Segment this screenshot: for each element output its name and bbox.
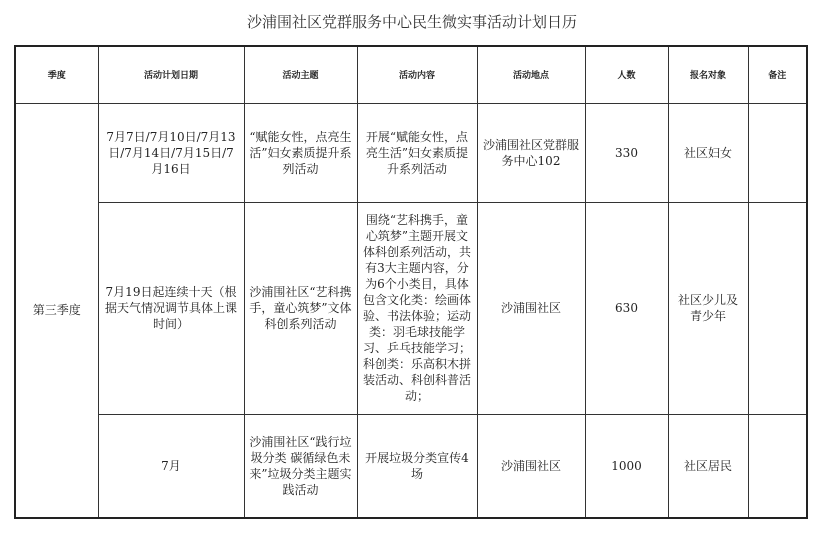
activity-plan-table	[14, 45, 808, 519]
table-row	[15, 202, 807, 414]
header-theme: 活动主题	[244, 46, 357, 103]
location-cell: 沙浦围社区	[477, 414, 585, 518]
header-content: 活动内容	[357, 46, 477, 103]
header-count: 人数	[585, 46, 668, 103]
table-row	[15, 414, 807, 518]
header-season: 季度	[15, 46, 98, 103]
table-row	[15, 103, 807, 202]
content-cell: 开展“赋能女性，点亮生活”妇女素质提升系列活动	[357, 103, 477, 202]
count-cell: 630	[585, 202, 668, 414]
dates-cell: 7月	[98, 414, 244, 518]
header-remark: 备注	[748, 46, 807, 103]
remark-cell	[748, 414, 807, 518]
header-audience: 报名对象	[668, 46, 748, 103]
location-cell: 沙浦围社区	[477, 202, 585, 414]
count-cell: 1000	[585, 414, 668, 518]
content-cell: 开展垃圾分类宣传4场	[357, 414, 477, 518]
dates-cell: 7月7日/7月10日/7月13日/7月14日/7月15日/7月16日	[98, 103, 244, 202]
remark-cell	[748, 103, 807, 202]
header-row	[15, 46, 807, 103]
content-cell: 围绕“艺科携手，童心筑梦”主题开展文体科创系列活动，共有3大主题内容，分为6个小类目，具体包含文化类：绘画体验、书法体验；运动类：羽毛球技能学习、乒乓技能学习；科创类：乐高积木拼装活动、科创科普活动；	[357, 202, 477, 414]
audience-cell: 社区居民	[668, 414, 748, 518]
header-location: 活动地点	[477, 46, 585, 103]
theme-cell: 沙浦围社区“践行垃圾分类 碳循绿色未来”垃圾分类主题实践活动	[244, 414, 357, 518]
remark-cell	[748, 202, 807, 414]
season-cell: 第三季度	[15, 103, 98, 518]
audience-cell: 社区妇女	[668, 103, 748, 202]
page-title: 沙浦围社区党群服务中心民生微实事活动计划日历	[246, 13, 577, 31]
count-cell: 330	[585, 103, 668, 202]
theme-cell: “赋能女性，点亮生活”妇女素质提升系列活动	[244, 103, 357, 202]
location-cell: 沙浦围社区党群服务中心102	[477, 103, 585, 202]
header-dates: 活动计划日期	[98, 46, 244, 103]
dates-cell: 7月19日起连续十天（根据天气情况调节具体上课时间）	[98, 202, 244, 414]
audience-cell: 社区少儿及青少年	[668, 202, 748, 414]
theme-cell: 沙浦围社区“艺科携手，童心筑梦”文体科创系列活动	[244, 202, 357, 414]
